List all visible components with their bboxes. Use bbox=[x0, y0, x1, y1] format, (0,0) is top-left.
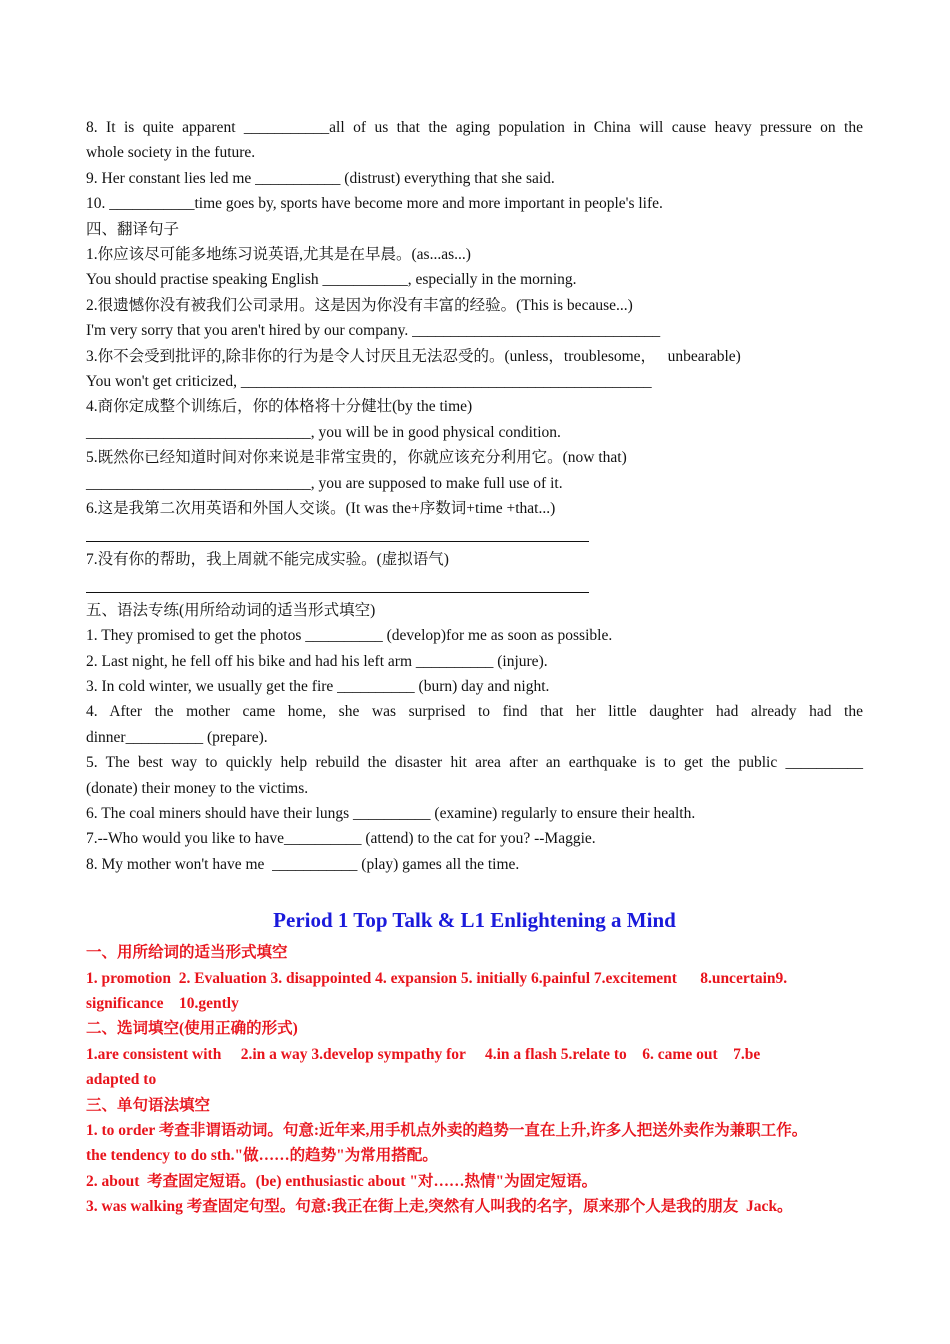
document-page bbox=[86, 115, 863, 1220]
answer-line: 2. about 考查固定短语。(be) enthusiastic about "对……热情"为固定短语。 bbox=[86, 1172, 598, 1190]
exercise-line: 8. It is quite apparent ___________all of us that the aging population in China will cause heavy pressure on the bbox=[86, 119, 863, 136]
translation-prompt: 5.既然你已经知道时间对你来说是非常宝贵的，你就应该充分利用它。(now that) bbox=[86, 449, 627, 467]
section-heading: 五、语法专练(用所给动词的适当形式填空) bbox=[86, 601, 376, 619]
translation-prompt: 1.你应该尽可能多地练习说英语,尤其是在早晨。(as...as...) bbox=[86, 246, 471, 264]
exercise-line: whole society in the future. bbox=[86, 144, 256, 162]
exercise-line: (donate) their money to the victims. bbox=[86, 779, 309, 797]
exercise-line: 1. They promised to get the photos __________ (develop)for me as soon as possible. bbox=[86, 627, 613, 645]
exercise-line: 8. My mother won't have me ___________ (play) games all the time. bbox=[86, 855, 520, 873]
exercise-line: 2. Last night, he fell off his bike and had his left arm __________ (injure). bbox=[86, 652, 548, 670]
section-heading: 四、翻译句子 bbox=[86, 220, 180, 238]
exercise-line: 5. The best way to quickly help rebuild the disaster hit area after an earthquake is to get the public __________ bbox=[86, 754, 863, 772]
exercise-line: 10. ___________time goes by, sports have become more and more important in people's life. bbox=[86, 195, 663, 213]
translation-prompt: 2.很遗憾你没有被我们公司录用。这是因为你没有丰富的经验。(This is because...) bbox=[86, 296, 633, 314]
answer-line: 3. was walking 考查固定句型。句意:我正在街上走,突然有人叫我的名字，原来那个人是我的朋友 Jack。 bbox=[86, 1198, 793, 1216]
translation-answer-line: I'm very sorry that you aren't hired by our company. ________________________________ bbox=[86, 322, 661, 340]
exercise-line: dinner__________ (prepare). bbox=[86, 728, 268, 746]
answer-underline bbox=[86, 522, 863, 547]
exercise-line: 9. Her constant lies led me ___________ (distrust) everything that she said. bbox=[86, 169, 555, 187]
answer-heading: 二、选词填空(使用正确的形式) bbox=[86, 1020, 298, 1038]
exercise-line: 3. In cold winter, we usually get the fire __________ (burn) day and night. bbox=[86, 677, 550, 695]
answer-heading: 三、单句语法填空 bbox=[86, 1096, 211, 1114]
answer-underline bbox=[86, 572, 863, 597]
exercise-line: 6. The coal miners should have their lungs __________ (examine) regularly to ensure their health. bbox=[86, 804, 696, 822]
spacer bbox=[86, 877, 863, 902]
translation-prompt: 7.没有你的帮助，我上周就不能完成实验。(虚拟语气) bbox=[86, 550, 449, 568]
answer-key-title: Period 1 Top Talk & L1 Enlightening a Mind bbox=[273, 908, 676, 933]
translation-answer-line: _____________________________, you are supposed to make full use of it. bbox=[86, 474, 563, 492]
answer-heading: 一、用所给词的适当形式填空 bbox=[86, 944, 288, 962]
translation-prompt: 6.这是我第二次用英语和外国人交谈。(It was the+序数词+time +that...) bbox=[86, 500, 556, 518]
answer-line: significance 10.gently bbox=[86, 994, 239, 1012]
answer-line: 1. promotion 2. Evaluation 3. disappointed 4. expansion 5. initially 6.painful 7.excitement 8.uncertain9. bbox=[86, 969, 788, 987]
exercise-line: 4. After the mother came home, she was surprised to find that her little daughter had already had the bbox=[86, 703, 863, 721]
exercise-line: 7.--Who would you like to have__________ (attend) to the cat for you? --Maggie. bbox=[86, 830, 596, 848]
translation-answer-line: You won't get criticized, _____________________________________________________ bbox=[86, 373, 652, 391]
answer-line: the tendency to do sth."做……的趋势"为常用搭配。 bbox=[86, 1147, 438, 1165]
answer-line: 1. to order 考查非谓语动词。句意:近年来,用手机点外卖的趋势一直在上升,许多人把送外卖作为兼职工作。 bbox=[86, 1122, 808, 1139]
answer-line: adapted to bbox=[86, 1071, 157, 1089]
answer-line: 1.are consistent with 2.in a way 3.develop sympathy for 4.in a flash 5.relate to 6. came out 7.be bbox=[86, 1045, 761, 1063]
translation-prompt: 3.你不会受到批评的,除非你的行为是令人讨厌且无法忍受的。(unless，troublesome， unbearable) bbox=[86, 347, 741, 365]
translation-answer-line: You should practise speaking English ___________, especially in the morning. bbox=[86, 271, 577, 289]
translation-prompt: 4.商你定成整个训练后，你的体格将十分健壮(by the time) bbox=[86, 398, 473, 416]
translation-answer-line: _____________________________, you will be in good physical condition. bbox=[86, 423, 561, 441]
